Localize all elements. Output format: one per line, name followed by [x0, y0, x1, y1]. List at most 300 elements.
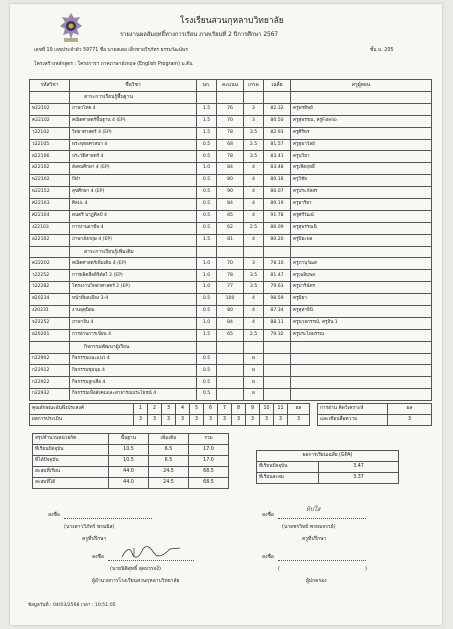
director-signature — [120, 545, 182, 561]
grade-value: 4 — [244, 234, 264, 246]
attributes-result-label: ผลการประเมิน — [30, 415, 134, 426]
subject-name: สังคมศึกษา 4 (EP) — [70, 163, 197, 175]
reading-label-1: การอ่าน คิดวิเคราะห์ — [318, 404, 388, 415]
grade-value: 3 — [244, 115, 264, 127]
col-header-code: รหัสวิชา — [30, 80, 70, 92]
col-header-teacher: ครูผู้สอน — [291, 80, 432, 92]
attribute-total-value: 3 — [288, 415, 310, 426]
teacher-name: ครูปาริฉัตร — [291, 282, 432, 294]
teacher-name: ครูวิชัย — [291, 175, 432, 187]
advisor2-role: ครูที่ปรึกษา — [302, 536, 327, 542]
subject-name: คณิตศาสตร์เพิ่มเติม 4 (EP) — [70, 258, 197, 270]
score-value — [217, 341, 244, 353]
attribute-number: 7 — [218, 404, 232, 415]
grade-value: 4 — [244, 294, 264, 306]
teacher-name: ครูศิริพร — [291, 127, 432, 139]
attribute-number: 8 — [232, 404, 246, 415]
subject-code: ศ22103 — [30, 199, 70, 211]
credit-value: 0.5 — [197, 389, 217, 401]
spacer — [310, 415, 318, 426]
print-timestamp: ข้อมูลวันที่ : 04/03/2568 เวลา : 10:51:05 — [28, 603, 116, 608]
attribute-number: 6 — [204, 404, 218, 415]
average-value: 82.32 — [264, 103, 291, 115]
subject-name: การงานอาชีพ 4 — [70, 222, 197, 234]
gpa-title: ผลการเรียนเฉลี่ย (GPA) — [257, 451, 399, 462]
credit-value: 1.5 — [197, 103, 217, 115]
gpa-table — [256, 450, 399, 484]
subject-code: ส22102 — [30, 163, 70, 175]
score-value: 77 — [217, 282, 244, 294]
average-value: 79.63 — [264, 282, 291, 294]
credits-col-extra: เพิ่มเติม — [149, 434, 189, 445]
average-value — [264, 389, 291, 401]
attribute-result: 3 — [260, 415, 274, 426]
credits-basic: 10.5 — [109, 445, 149, 456]
attributes-label: คุณลักษณะอันพึงประสงค์ — [30, 404, 134, 415]
grade-row — [30, 210, 432, 222]
attribute-result: 3 — [218, 415, 232, 426]
attribute-result: 3 — [148, 415, 162, 426]
school-name: โรงเรียนสวนกุหลาบวิทยาลัย — [180, 16, 284, 26]
credit-value: 0.5 — [197, 353, 217, 365]
teacher-name: ครูภานุวัฒส — [291, 258, 432, 270]
section-row — [30, 246, 432, 258]
score-value: 70 — [217, 258, 244, 270]
average-value: 81.47 — [264, 270, 291, 282]
teacher-name: ครูสุทาธินี — [291, 306, 432, 318]
advisor2-sign-label: ลงชื่อ — [262, 512, 274, 518]
grade-value: 2.5 — [244, 222, 264, 234]
average-value — [264, 92, 291, 104]
subject-name: ดนตรี นาฏศิลป์ 4 — [70, 210, 197, 222]
grade-row — [30, 199, 432, 211]
credit-value: 0.5 — [197, 199, 217, 211]
credits-extra: 24.5 — [149, 478, 189, 489]
attribute-result: 3 — [232, 415, 246, 426]
teacher-name — [291, 92, 432, 104]
gpa-cumulative-label: ที่เรียนสะสม — [257, 473, 319, 484]
average-value: 87.34 — [264, 306, 291, 318]
score-value: 80 — [217, 306, 244, 318]
credit-value: 0.5 — [197, 139, 217, 151]
teacher-name: ครูพรทิพย์ — [291, 103, 432, 115]
subject-name: กิจกรรมพัฒนาผู้เรียน — [70, 341, 197, 353]
credit-value: 0.5 — [197, 377, 217, 389]
program-label: โครงสร้างหลักสูตร : โครงการฯ ภาคภาษาอังกฤษ (English Program) ม.ต้น — [34, 62, 193, 67]
grades-table — [29, 79, 432, 401]
parent-sign-label: ลงชื่อ — [262, 554, 274, 560]
attributes-table — [29, 403, 432, 426]
score-value — [217, 353, 244, 365]
parent-sign-line — [278, 560, 366, 561]
reading-total-label: ผล — [388, 404, 432, 415]
score-value — [217, 92, 244, 104]
advisor2-name: (นายชรวิทย์ พรหมจรรย์) — [282, 524, 336, 530]
credits-row — [33, 467, 229, 478]
teacher-name — [291, 246, 432, 258]
grade-value: 4 — [244, 187, 264, 199]
parent-name-line: ( — [278, 566, 280, 572]
gpa-cumulative-value: 3.37 — [319, 473, 399, 484]
average-value — [264, 365, 291, 377]
subject-code: อ20201 — [30, 329, 70, 341]
subject-name: กิจกรรมเพื่อสังคมและสาธารณประโยชน์ 4 — [70, 389, 197, 401]
col-header-score: คะแนน — [217, 80, 244, 92]
director-name: (นายนิติสุทธิ์ สุดบรรจง์) — [110, 566, 161, 572]
credit-value: 0.5 — [197, 187, 217, 199]
grade-value: 4 — [244, 306, 264, 318]
parent-name-line-end: ) — [365, 566, 367, 572]
credits-total: 68.5 — [189, 467, 229, 478]
attribute-total-label: ผล — [288, 404, 310, 415]
teacher-name: ครูนวลกรรณ์, ครูจิน 1 — [291, 317, 432, 329]
credits-basic: 44.0 — [109, 478, 149, 489]
teacher-name: ครูประภัสสร — [291, 187, 432, 199]
teacher-name: ครูสุพรรณนิ — [291, 222, 432, 234]
average-value: 80.20 — [264, 234, 291, 246]
subject-code: พ22102 — [30, 175, 70, 187]
credit-value: 1.0 — [197, 258, 217, 270]
credits-total: 17.0 — [189, 445, 229, 456]
grade-row — [30, 127, 432, 139]
grade-value: 3 — [244, 103, 264, 115]
school-seal-logo — [58, 12, 84, 44]
attribute-result: 3 — [176, 415, 190, 426]
credit-value: 0.5 — [197, 222, 217, 234]
teacher-name: ครูปิยะพล — [291, 234, 432, 246]
average-value: 82.93 — [264, 127, 291, 139]
score-value — [217, 246, 244, 258]
credits-summary-table — [32, 433, 229, 489]
grade-row — [30, 353, 432, 365]
average-value: 86.09 — [264, 222, 291, 234]
average-value: 91.78 — [264, 210, 291, 222]
grade-value: 4 — [244, 317, 264, 329]
score-value: 65 — [217, 329, 244, 341]
credit-value: 0.5 — [197, 151, 217, 163]
subject-code: ก22922 — [30, 377, 70, 389]
teacher-name — [291, 389, 432, 401]
subject-code: ก22902 — [30, 353, 70, 365]
grade-row — [30, 329, 432, 341]
advisor1-name: (นางสาววิภัทร์ พรมมิส) — [64, 524, 115, 530]
grade-row — [30, 222, 432, 234]
class-label: ชั้น ม. 205 — [370, 48, 394, 53]
attribute-number: 9 — [246, 404, 260, 415]
subject-name: กิจกรรมลูกเสือ 4 — [70, 377, 197, 389]
subject-name: ประวัติศาสตร์ 4 — [70, 151, 197, 163]
director-sign-label: ลงชื่อ — [92, 554, 104, 560]
grade-row — [30, 175, 432, 187]
credits-summary-body — [33, 445, 229, 489]
subject-code: ค22202 — [30, 258, 70, 270]
grade-value: 4 — [244, 163, 264, 175]
credits-col-total: รวม — [189, 434, 229, 445]
average-value: 89.19 — [264, 199, 291, 211]
attribute-number: 2 — [148, 404, 162, 415]
credits-row-label: ที่เรียนปัจจุบัน — [33, 445, 109, 456]
subject-name: สุขศึกษา 4 (EP) — [70, 187, 197, 199]
average-value — [264, 341, 291, 353]
subject-code: ง20231 — [30, 306, 70, 318]
score-value: 70 — [217, 115, 244, 127]
parent-role: ผู้ปกครอง — [306, 578, 327, 584]
credits-basic: 10.5 — [109, 456, 149, 467]
attribute-number: 5 — [190, 404, 204, 415]
credit-value — [197, 246, 217, 258]
grade-value: 3.5 — [244, 127, 264, 139]
grade-value: ผ — [244, 365, 264, 377]
score-value: 76 — [217, 103, 244, 115]
credit-value: 1.5 — [197, 329, 217, 341]
grade-row — [30, 103, 432, 115]
credits-total: 68.5 — [189, 478, 229, 489]
credits-extra: 6.5 — [149, 456, 189, 467]
grade-value — [244, 246, 264, 258]
score-value: 84 — [217, 317, 244, 329]
grades-table-body — [30, 92, 432, 401]
average-value: 86.07 — [264, 187, 291, 199]
subject-name: ภาษาจีน 4 — [70, 317, 197, 329]
grade-row — [30, 115, 432, 127]
grade-value: 2.5 — [244, 139, 264, 151]
grade-value: 4 — [244, 175, 264, 187]
credit-value: 1.0 — [197, 282, 217, 294]
average-value: 88.11 — [264, 317, 291, 329]
subject-code: ว22102 — [30, 127, 70, 139]
subject-name: การผลิตสื่อดิจิทัลไ 2 (EP) — [70, 270, 197, 282]
spacer — [310, 404, 318, 415]
attribute-result: 3 — [246, 415, 260, 426]
subject-code: ส22106 — [30, 151, 70, 163]
subject-name: กิจกรรมแนะแนว 4 — [70, 353, 197, 365]
score-value: 84 — [217, 199, 244, 211]
teacher-name: ครูเฉลิมพล — [291, 270, 432, 282]
score-value: 68 — [217, 139, 244, 151]
credit-value: 0.5 — [197, 294, 217, 306]
average-value: 79.32 — [264, 329, 291, 341]
teacher-name: ครูอาริยา — [291, 199, 432, 211]
subject-name: พระพุทธศาสนา 4 — [70, 139, 197, 151]
grade-row — [30, 258, 432, 270]
score-value: 78 — [217, 151, 244, 163]
average-value: 83.41 — [264, 151, 291, 163]
subject-code — [30, 92, 70, 104]
subject-name: กิจกรรมชุมนุม 4 — [70, 365, 197, 377]
credits-row — [33, 478, 229, 489]
credits-row — [33, 445, 229, 456]
grade-value: ผ — [244, 377, 264, 389]
score-value: 78 — [217, 127, 244, 139]
grades-table-header — [30, 80, 432, 92]
credits-row-label: สะสมที่เรียน — [33, 467, 109, 478]
subject-name: กีฬา — [70, 175, 197, 187]
credit-value — [197, 341, 217, 353]
score-value: 62 — [217, 222, 244, 234]
grade-row — [30, 163, 432, 175]
credits-row-label: สะสมที่ได้ — [33, 478, 109, 489]
average-value: 80.16 — [264, 175, 291, 187]
credit-value — [197, 92, 217, 104]
teacher-name — [291, 377, 432, 389]
subject-name: สาระการเรียนรู้เพิ่มเติม — [70, 246, 197, 258]
subject-code: ศ22104 — [30, 210, 70, 222]
grade-row — [30, 234, 432, 246]
subject-name: การอ่านการเขียน 4 — [70, 329, 197, 341]
credit-value: 1.0 — [197, 270, 217, 282]
teacher-name: ครูเชิดฤทธิ์ — [291, 163, 432, 175]
reading-label-2: และเขียนสื่อความ — [318, 415, 388, 426]
credit-value: 0.5 — [197, 210, 217, 222]
score-value: 81 — [217, 234, 244, 246]
grade-row — [30, 139, 432, 151]
score-value: 80 — [217, 175, 244, 187]
grade-row — [30, 306, 432, 318]
credit-value: 0.5 — [197, 365, 217, 377]
grade-value: 4 — [244, 199, 264, 211]
col-header-grade: เกรด — [244, 80, 264, 92]
grade-value — [244, 92, 264, 104]
grade-value: 2.5 — [244, 329, 264, 341]
grade-row — [30, 365, 432, 377]
credits-row — [33, 456, 229, 467]
credits-title: สรุปจำนวนหน่วยกิต — [33, 434, 109, 445]
average-value — [264, 377, 291, 389]
credits-extra: 24.5 — [149, 467, 189, 478]
subject-name: วิทยาศาสตร์ 4 (EP) — [70, 127, 197, 139]
score-value: 90 — [217, 187, 244, 199]
subject-code: ว22252 — [30, 270, 70, 282]
subject-code: ค22102 — [30, 115, 70, 127]
student-info: เลขที่ 19 เลขประจำตัว 59771 ชื่อ นายสเตอ เด็กชายวีรภัทร ธรรมวัฒน์พร — [34, 48, 188, 53]
grade-row — [30, 317, 432, 329]
credits-total: 17.0 — [189, 456, 229, 467]
gpa-current-label: ที่เรียนปัจจุบัน — [257, 462, 319, 473]
teacher-name — [291, 353, 432, 365]
subject-code: ท22102 — [30, 103, 70, 115]
score-value — [217, 377, 244, 389]
credit-value: 1.5 — [197, 127, 217, 139]
subject-code: ว22282 — [30, 282, 70, 294]
grade-row — [30, 377, 432, 389]
subject-name: โครงงานวิทยาศาสตร์ 2 (EP) — [70, 282, 197, 294]
director-role: ผู้อำนวยการโรงเรียนสวนกุหลาบวิทยาลัย — [92, 578, 180, 584]
attribute-result: 3 — [204, 415, 218, 426]
teacher-name: ครูประไพพรรณ — [291, 329, 432, 341]
reading-value: 3 — [388, 415, 432, 426]
subject-code: ส20234 — [30, 294, 70, 306]
credit-value: 1.5 — [197, 234, 217, 246]
credit-value: 0.5 — [197, 306, 217, 318]
average-value: 98.59 — [264, 294, 291, 306]
teacher-name — [291, 365, 432, 377]
credits-col-basic: พื้นฐาน — [109, 434, 149, 445]
attribute-number: 11 — [274, 404, 288, 415]
teacher-name: ครูสุธาวัลย์ — [291, 139, 432, 151]
grade-value: ผ — [244, 353, 264, 365]
score-value: 85 — [217, 210, 244, 222]
teacher-name — [291, 341, 432, 353]
grade-value: 3 — [244, 258, 264, 270]
advisor1-role: ครูที่ปรึกษา — [82, 536, 107, 542]
col-header-average: เฉลี่ย — [264, 80, 291, 92]
teacher-name: ครูนวิยา — [291, 151, 432, 163]
grade-row — [30, 282, 432, 294]
report-paper — [10, 4, 442, 625]
credit-value: 1.0 — [197, 317, 217, 329]
grade-value: 4 — [244, 210, 264, 222]
attribute-result: 3 — [162, 415, 176, 426]
credits-extra: 6.5 — [149, 445, 189, 456]
average-value: 80.50 — [264, 115, 291, 127]
subject-name: ภาษาไทย 4 — [70, 103, 197, 115]
subject-name: คณิตศาสตร์พื้นฐาน 4 (EP) — [70, 115, 197, 127]
grade-row — [30, 187, 432, 199]
subject-name: ภาษาอังกฤษ 4 (EP) — [70, 234, 197, 246]
score-value — [217, 365, 244, 377]
credit-value: 0.5 — [197, 175, 217, 187]
attribute-number: 10 — [260, 404, 274, 415]
grade-row — [30, 389, 432, 401]
credit-value: 1.0 — [197, 163, 217, 175]
credit-value: 1.5 — [197, 115, 217, 127]
attribute-result: 3 — [190, 415, 204, 426]
advisor1-sign-line — [64, 518, 152, 519]
subject-code: ง22103 — [30, 222, 70, 234]
score-value: 100 — [217, 294, 244, 306]
subject-code: ก22912 — [30, 365, 70, 377]
grade-value: 3.5 — [244, 151, 264, 163]
attribute-result: 3 — [134, 415, 148, 426]
advisor2-sign-line — [278, 518, 366, 519]
advisor1-sign-label: ลงชื่อ — [48, 512, 60, 518]
subject-code: จ22252 — [30, 317, 70, 329]
credits-basic: 44.0 — [109, 467, 149, 478]
subject-name: งานอุตุนิยม — [70, 306, 197, 318]
subject-name: สาระการเรียนรู้พื้นฐาน — [70, 92, 197, 104]
teacher-name: ครูสุพรรณ, ครูFidelio — [291, 115, 432, 127]
col-header-credit: นก. — [197, 80, 217, 92]
score-value: 84 — [217, 163, 244, 175]
average-value — [264, 246, 291, 258]
subject-code — [30, 341, 70, 353]
teacher-name: ครูมิยา — [291, 294, 432, 306]
subject-code — [30, 246, 70, 258]
grade-value: 3.5 — [244, 282, 264, 294]
subject-code: อ22102 — [30, 234, 70, 246]
grade-row — [30, 294, 432, 306]
attribute-number: 1 — [134, 404, 148, 415]
average-value: 81.57 — [264, 139, 291, 151]
grade-row — [30, 270, 432, 282]
section-row — [30, 92, 432, 104]
report-title: รายงานผลสัมฤทธิ์ทางการเรียน ภาคเรียนที่ 2 ปีการศึกษา 2567 — [120, 32, 279, 38]
grade-value — [244, 341, 264, 353]
attribute-number: 3 — [162, 404, 176, 415]
subject-code: ว22105 — [30, 139, 70, 151]
grade-value: ผ — [244, 389, 264, 401]
attribute-result: 3 — [274, 415, 288, 426]
advisor2-signature: ทิปใส — [306, 506, 321, 513]
attribute-number: 4 — [176, 404, 190, 415]
grade-row — [30, 151, 432, 163]
subject-code: พ22152 — [30, 187, 70, 199]
subject-name: หน้าที่พลเมือง 3-4 — [70, 294, 197, 306]
col-header-name: ชื่อวิชา — [70, 80, 197, 92]
average-value: 83.48 — [264, 163, 291, 175]
average-value: 78.10 — [264, 258, 291, 270]
grade-value: 3.5 — [244, 270, 264, 282]
